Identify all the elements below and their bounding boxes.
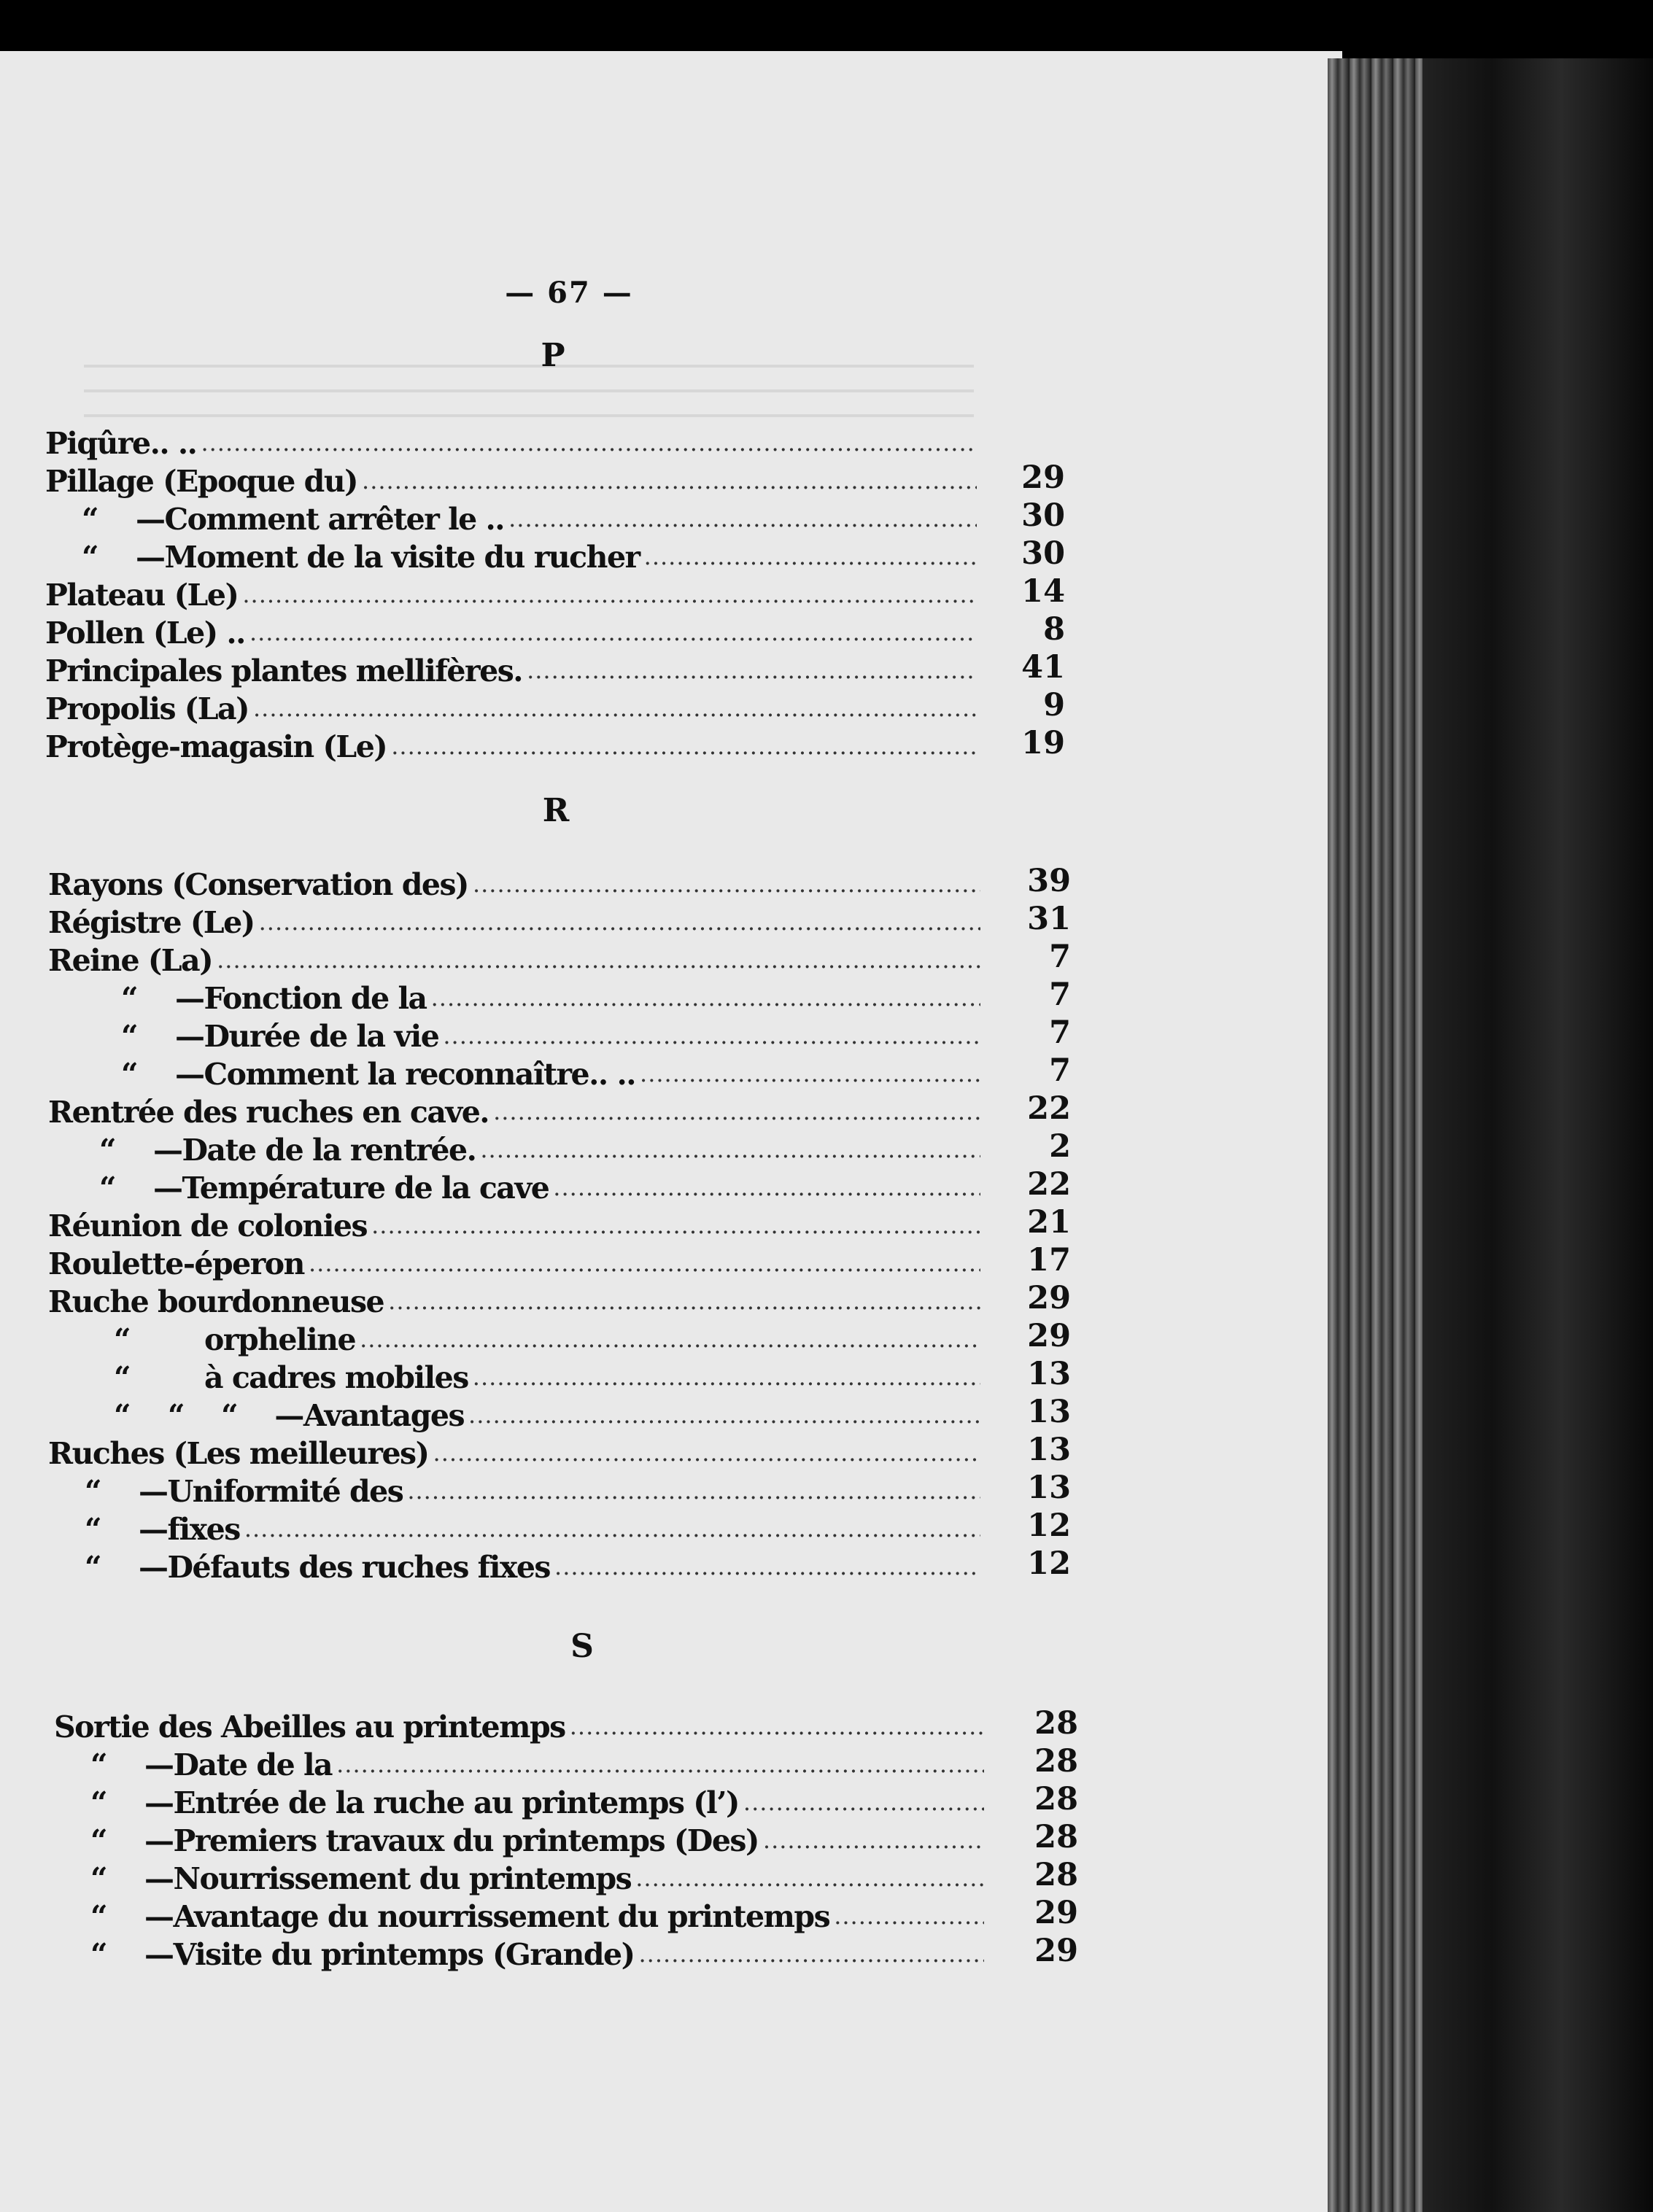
index-entry: [48, 1547, 985, 1585]
entry-label: —Moment de la visite du rucher: [136, 540, 640, 575]
entry-page-number: 30: [1021, 497, 1065, 534]
index-entry: [45, 461, 981, 499]
dot-leader: [259, 908, 980, 936]
entry-page-number: 13: [1027, 1470, 1071, 1506]
dot-leader: [253, 694, 977, 722]
entry-page-number: 17: [1027, 1242, 1071, 1278]
dot-leader: [249, 618, 977, 646]
entry-label: Régistre (Le): [48, 905, 255, 940]
entry-label: —Durée de la vie: [175, 1019, 439, 1054]
index-entry: [54, 1896, 988, 1934]
dot-leader: [743, 1788, 984, 1816]
entry-label: Rentrée des ruches en cave.: [48, 1095, 489, 1130]
index-entry: [48, 978, 985, 1016]
dot-leader: [473, 1363, 980, 1391]
dot-leader: [362, 467, 977, 494]
ditto-mark: “: [82, 502, 98, 537]
index-entry: [48, 1054, 985, 1092]
entry-page-number: 13: [1027, 1394, 1071, 1430]
ditto-mark: “: [85, 1474, 101, 1509]
ditto-mark: “: [114, 1360, 131, 1395]
entry-page-number: 12: [1027, 1545, 1071, 1582]
entry-label: Réunion de colonies: [48, 1208, 368, 1243]
ditto-mark: “: [99, 1133, 116, 1168]
index-entry: [45, 651, 981, 688]
entry-page-number: 7: [1049, 977, 1071, 1013]
entry-label: —Comment la reconnaître.. ..: [175, 1057, 636, 1092]
ditto-mark: “: [82, 540, 98, 575]
entry-label: —Avantage du nourrissement du printemps: [144, 1899, 830, 1934]
entry-page-number: 29: [1034, 1895, 1078, 1931]
index-entry: [48, 1130, 985, 1168]
entry-label: —Date de la: [144, 1747, 333, 1782]
entry-label: —fixes: [139, 1512, 240, 1547]
section-letter-s: S: [570, 1628, 594, 1665]
entry-page-number: 29: [1034, 1933, 1078, 1969]
entry-label: —Entrée de la ruche au printemps (l’): [144, 1785, 739, 1820]
index-entry: [45, 499, 981, 537]
dot-leader: [763, 1826, 984, 1854]
dot-leader: [201, 429, 977, 457]
entry-label: —Fonction de la: [175, 981, 427, 1016]
entry-page-number: 28: [1034, 1705, 1078, 1742]
ditto-mark: “: [90, 1823, 107, 1858]
entry-label: orpheline: [204, 1322, 356, 1357]
index-entry: [48, 902, 985, 940]
entry-label: Roulette-éperon: [48, 1246, 304, 1281]
entry-page-number: 21: [1027, 1204, 1071, 1241]
entry-page-number: 14: [1021, 573, 1065, 610]
dot-leader: [217, 946, 980, 974]
entry-label: Piqûre.. ..: [45, 426, 197, 461]
ditto-mark: “: [121, 1019, 138, 1054]
ditto-mark: “: [90, 1937, 107, 1972]
entry-label: —Date de la rentrée.: [153, 1133, 476, 1168]
entry-page-number: 28: [1034, 1819, 1078, 1855]
entry-label: —Défauts des ruches fixes: [139, 1550, 551, 1585]
dot-leader: [433, 1439, 980, 1467]
entry-label: —Nourrissement du printemps: [144, 1861, 632, 1896]
section-letter-p: P: [541, 337, 565, 374]
index-entry: [54, 1858, 988, 1896]
dot-leader: [443, 1022, 980, 1049]
ditto-mark: “: [114, 1398, 131, 1433]
index-entry: [48, 1168, 985, 1206]
index-entry: [45, 613, 981, 651]
ditto-mark: “: [114, 1322, 131, 1357]
index-entry: [48, 1243, 985, 1281]
dot-leader: [834, 1902, 984, 1930]
dot-leader: [407, 1477, 980, 1505]
index-entry: [54, 1707, 988, 1745]
index-entry: [48, 1433, 985, 1471]
dot-leader: [640, 1060, 980, 1087]
entry-label: Plateau (Le): [45, 578, 239, 613]
entry-page-number: 13: [1027, 1432, 1071, 1468]
dot-leader: [553, 1173, 980, 1201]
index-entry: [54, 1782, 988, 1820]
dot-leader: [431, 984, 980, 1012]
index-entry: [45, 726, 981, 764]
dot-leader: [639, 1940, 985, 1968]
index-entry: [48, 1471, 985, 1509]
dot-leader: [480, 1136, 980, 1163]
index-entry: [45, 688, 981, 726]
dot-leader: [508, 505, 977, 532]
entry-page-number: 30: [1021, 535, 1065, 572]
entry-label: —Température de la cave: [153, 1171, 549, 1206]
dot-leader: [554, 1553, 980, 1580]
index-entry: [45, 423, 981, 461]
entry-label: Protège-magasin (Le): [45, 729, 387, 764]
entry-label: Sortie des Abeilles au printemps: [54, 1710, 565, 1745]
page-number: — 67 —: [505, 276, 633, 310]
index-entry: [48, 1281, 985, 1319]
entry-page-number: 28: [1034, 1857, 1078, 1893]
entry-page-number: 13: [1027, 1356, 1071, 1392]
ditto-mark: “: [99, 1171, 116, 1206]
dot-leader: [244, 1515, 980, 1542]
entry-page-number: 8: [1043, 611, 1065, 648]
entry-page-number: 29: [1027, 1318, 1071, 1354]
dot-leader: [309, 1249, 980, 1277]
index-entry: [54, 1934, 988, 1972]
entry-page-number: 12: [1027, 1507, 1071, 1544]
entry-page-number: 29: [1027, 1280, 1071, 1316]
dot-leader: [527, 656, 977, 684]
book-binding-shadow: [1422, 58, 1653, 2212]
dot-leader: [336, 1750, 984, 1778]
entry-page-number: 28: [1034, 1743, 1078, 1780]
entry-label: à cadres mobiles: [204, 1360, 468, 1395]
dot-leader: [570, 1712, 984, 1740]
ditto-mark: “: [90, 1899, 107, 1934]
ditto-mark: “: [85, 1512, 101, 1547]
entry-label: Reine (La): [48, 943, 213, 978]
index-entry: [45, 537, 981, 575]
index-entry: [48, 1092, 985, 1130]
ditto-mark: “: [90, 1785, 107, 1820]
entry-label: Pollen (Le) ..: [45, 616, 245, 651]
entry-label: “ “ —Avantages: [168, 1398, 465, 1433]
dot-leader: [391, 732, 977, 760]
ditto-mark: “: [90, 1861, 107, 1896]
dot-leader: [371, 1211, 980, 1239]
index-entry: [48, 1509, 985, 1547]
dot-leader: [635, 1864, 984, 1892]
index-entry: [48, 1395, 985, 1433]
dot-leader: [242, 581, 977, 608]
dot-leader: [360, 1325, 980, 1353]
entry-page-number: 9: [1043, 687, 1065, 723]
entry-label: Ruches (Les meilleures): [48, 1436, 429, 1471]
entry-label: —Premiers travaux du printemps (Des): [144, 1823, 759, 1858]
entry-label: —Visite du printemps (Grande): [144, 1937, 635, 1972]
dot-leader: [644, 543, 977, 570]
entry-page-number: 7: [1049, 1052, 1071, 1089]
index-entry: [48, 1357, 985, 1395]
entry-page-number: 41: [1021, 649, 1065, 686]
entry-label: Propolis (La): [45, 691, 249, 726]
index-entry: [45, 575, 981, 613]
ditto-mark: “: [121, 1057, 138, 1092]
ditto-mark: “: [121, 981, 138, 1016]
entry-page-number: 22: [1027, 1166, 1071, 1203]
section-letter-r: R: [542, 792, 570, 829]
index-entry: [48, 1016, 985, 1054]
entry-page-number: 29: [1021, 459, 1065, 496]
entry-label: —Comment arrêter le ..: [136, 502, 505, 537]
ditto-mark: “: [85, 1550, 101, 1585]
entry-page-number: 19: [1021, 725, 1065, 761]
index-entry: [48, 1206, 985, 1243]
entry-label: Principales plantes mellifères.: [45, 653, 523, 688]
entry-label: —Uniformité des: [139, 1474, 403, 1509]
entry-page-number: 7: [1049, 939, 1071, 975]
entry-page-number: 7: [1049, 1014, 1071, 1051]
dot-leader: [473, 870, 980, 898]
entry-page-number: 39: [1027, 863, 1071, 899]
entry-page-number: 2: [1049, 1128, 1071, 1165]
entry-label: Rayons (Conservation des): [48, 867, 468, 902]
index-entry: [48, 1319, 985, 1357]
entry-page-number: 22: [1027, 1090, 1071, 1127]
ditto-mark: “: [90, 1747, 107, 1782]
index-entry: [48, 864, 985, 902]
entry-label: Ruche bourdonneuse: [48, 1284, 384, 1319]
dot-leader: [388, 1287, 980, 1315]
entry-page-number: 31: [1027, 901, 1071, 937]
index-entry: [48, 940, 985, 978]
index-entry: [54, 1820, 988, 1858]
dot-leader: [468, 1401, 980, 1429]
index-entry: [54, 1745, 988, 1782]
entry-page-number: 28: [1034, 1781, 1078, 1817]
entry-label: Pillage (Epoque du): [45, 464, 358, 499]
dot-leader: [493, 1098, 980, 1125]
